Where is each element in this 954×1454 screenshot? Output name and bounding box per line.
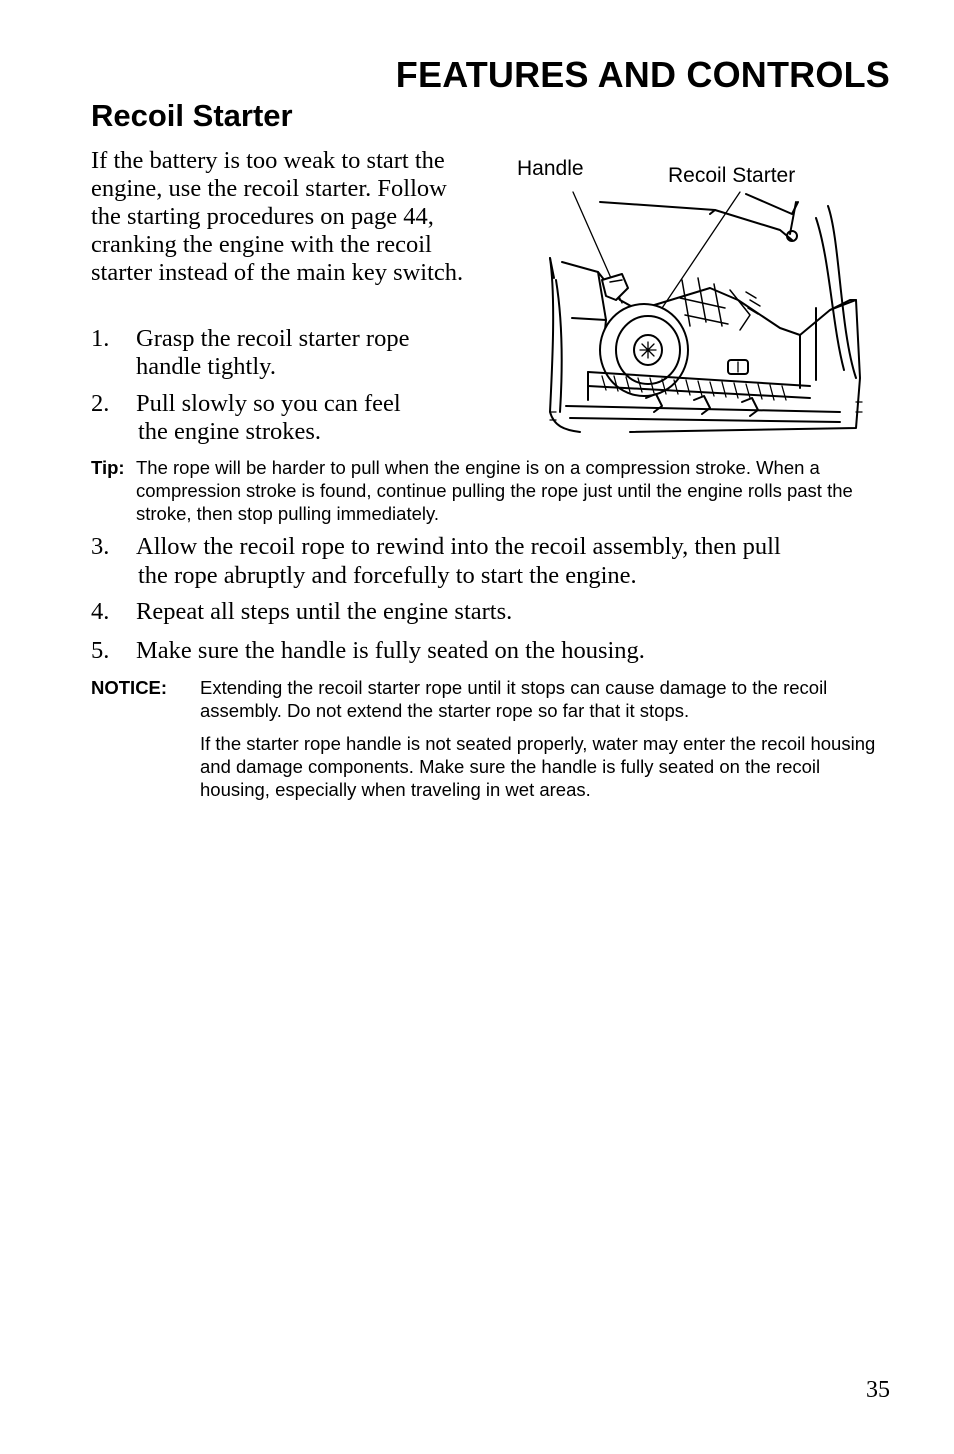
intro-paragraph: If the battery is too weak to start the engine, use the recoil starter. Follow the starting procedures on page 44, cranking the engine with the recoil starter instead of the main key switch. xyxy=(91,147,464,286)
snowmobile-engine-illustration xyxy=(510,150,870,440)
notice-paragraph-2: If the starter rope handle is not seated properly, water may enter the recoil housing and damage components. Make sure the handle is fully seated on the recoil housing, especially when traveling in wet areas. xyxy=(200,733,876,800)
recoil-starter-figure xyxy=(510,150,870,440)
step-text-line: Allow the recoil rope to rewind into the recoil assembly, then pull xyxy=(136,533,781,560)
step-text-line: handle tightly. xyxy=(136,353,276,380)
step-text-line: the rope abruptly and forcefully to start the engine. xyxy=(138,562,637,589)
tip-label: Tip: xyxy=(91,457,125,478)
step-text-line: Pull slowly so you can feel xyxy=(136,390,401,417)
step-number: 5. xyxy=(91,637,110,664)
step-5 xyxy=(91,637,891,665)
step-text-line: the engine strokes. xyxy=(138,418,322,445)
notice-label: NOTICE: xyxy=(91,677,168,698)
recoil-leader-line xyxy=(652,192,740,323)
step-4 xyxy=(91,598,891,626)
tip-text: The rope will be harder to pull when the engine is on a compression stroke. When a compression stroke is found, continue pulling the rope just until the engine rolls past the stroke, then stop pulling immediately. xyxy=(136,457,853,524)
notice-paragraph-1: Extending the recoil starter rope until it stops can cause damage to the recoil assembly. Do not extend the starter rope so far that it stops. xyxy=(200,677,828,721)
page-number: 35 xyxy=(866,1377,890,1403)
callout-recoil-starter: Recoil Starter xyxy=(668,164,796,187)
callout-handle: Handle xyxy=(517,157,584,180)
page-heading: Recoil Starter xyxy=(91,98,293,133)
step-1 xyxy=(91,325,471,381)
step-3 xyxy=(91,533,891,589)
step-text-line: Grasp the recoil starter rope xyxy=(136,325,410,352)
step-2 xyxy=(91,390,471,446)
step-number: 2. xyxy=(91,390,110,417)
step-number: 4. xyxy=(91,598,110,625)
step-text-line: Repeat all steps until the engine starts. xyxy=(136,598,513,625)
step-text-line: Make sure the handle is fully seated on the housing. xyxy=(136,637,645,664)
section-title: FEATURES AND CONTROLS xyxy=(395,54,890,95)
step-number: 3. xyxy=(91,533,110,560)
step-number: 1. xyxy=(91,325,110,352)
